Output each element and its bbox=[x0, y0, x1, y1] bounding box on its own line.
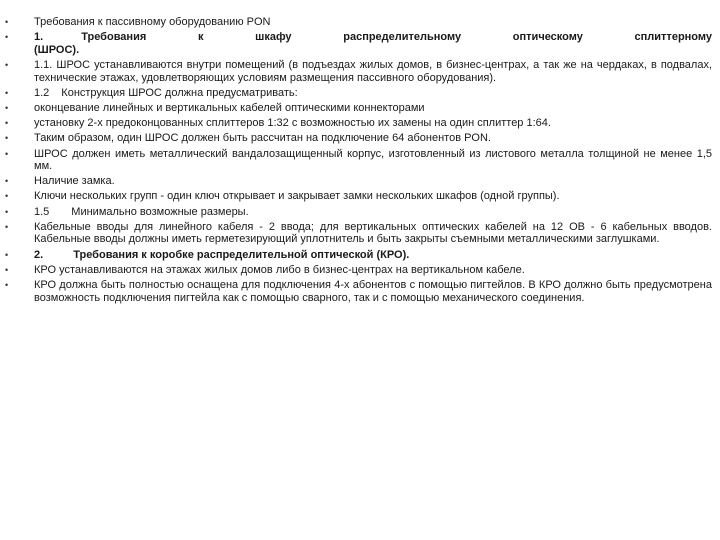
list-item bbox=[0, 221, 712, 246]
bullet-icon: • bbox=[5, 148, 9, 159]
list-item bbox=[0, 87, 712, 100]
item-text: ШРОС должен иметь металлический вандалозащищенный корпус, изготовленный из листового металла толщиной не менее 1,5 мм. bbox=[34, 147, 712, 173]
bullet-icon: • bbox=[5, 280, 9, 290]
item-number: 2. bbox=[34, 248, 44, 261]
item-text: КРО должна быть полностью оснащена для подключения 4-х абонентов с помощью пигтейлов. В КРО должно быть предусмотрена возможность подключения пигтейла как с помощью сварного, так и с помощью механического соединения. bbox=[34, 279, 712, 304]
list-item bbox=[0, 102, 712, 115]
bullet-icon: • bbox=[5, 118, 9, 129]
list-item bbox=[0, 148, 712, 173]
bullet-icon: • bbox=[5, 17, 9, 27]
item-text: Наличие замка. bbox=[34, 175, 115, 188]
list-item bbox=[0, 117, 712, 130]
list-item bbox=[0, 16, 712, 29]
list-item bbox=[0, 132, 712, 145]
item-text: Требования к пассивному оборудованию PON bbox=[34, 16, 271, 28]
item-number: 1. bbox=[34, 31, 44, 44]
item-number: 1.2 bbox=[34, 86, 50, 99]
list-item bbox=[0, 31, 712, 56]
list-item bbox=[0, 175, 712, 188]
item-text: Таким образом, один ШРОС должен быть рассчитан на подключение 64 абонентов PON. bbox=[34, 132, 491, 145]
item-text: Конструкция ШРОС должна предусматривать: bbox=[61, 86, 298, 99]
item-text: 1.1. ШРОС устанавливаются внутри помещений (в подъездах жилых домов, в бизнес-центрах, а так же на чердаках, в подвалах, технические этажах, удовлетворяющих условиям размещения пассивного оборудования). bbox=[34, 58, 712, 84]
list-item bbox=[0, 249, 712, 262]
item-number: 1.5 bbox=[34, 205, 50, 218]
bullet-icon: • bbox=[5, 102, 9, 113]
list-item bbox=[0, 279, 712, 304]
bullet-icon: • bbox=[5, 87, 9, 98]
list-item bbox=[0, 190, 712, 203]
item-text: установку 2-х предоконцованных сплиттеров 1:32 с возможностью их замены на один сплиттер 1:64. bbox=[34, 117, 551, 130]
list-item bbox=[0, 206, 712, 219]
item-line bbox=[34, 31, 712, 44]
item-text: Требования к коробке распределительной оптической (КРО). bbox=[73, 248, 410, 261]
bullet-list bbox=[0, 16, 712, 307]
bullet-icon: • bbox=[5, 176, 9, 187]
item-text: оконцевание линейных и вертикальных кабелей оптическими коннекторами bbox=[34, 101, 425, 114]
bullet-icon: • bbox=[5, 221, 9, 232]
bullet-icon: • bbox=[5, 133, 9, 144]
bullet-icon: • bbox=[5, 59, 9, 70]
item-text: Кабельные вводы для линейного кабеля - 2 ввода; для вертикальных оптических кабелей на 12 ОВ - 6 кабельных вводов. Кабельные вводы должны иметь герметезирующий уплотнитель и быть закрыты съемными металлическими заглушками. bbox=[34, 220, 712, 246]
item-text: КРО устанавливаются на этажах жилых домов либо в бизнес-центрах на вертикальном кабеле. bbox=[34, 263, 525, 276]
item-text: Требования к шкафу распределительному оптическому сплиттерному bbox=[81, 31, 712, 44]
item-text: Ключи нескольких групп - один ключ открывает и закрывает замки нескольких шкафов (одной группы). bbox=[34, 190, 560, 203]
item-text: Минимально возможные размеры. bbox=[71, 205, 249, 218]
item-text-continuation: (ШРОС). bbox=[34, 43, 80, 56]
bullet-icon: • bbox=[5, 32, 9, 43]
bullet-icon: • bbox=[5, 264, 9, 275]
bullet-icon: • bbox=[5, 249, 9, 260]
bullet-icon: • bbox=[5, 191, 9, 202]
list-item bbox=[0, 59, 712, 84]
bullet-icon: • bbox=[5, 206, 9, 217]
list-item bbox=[0, 264, 712, 277]
